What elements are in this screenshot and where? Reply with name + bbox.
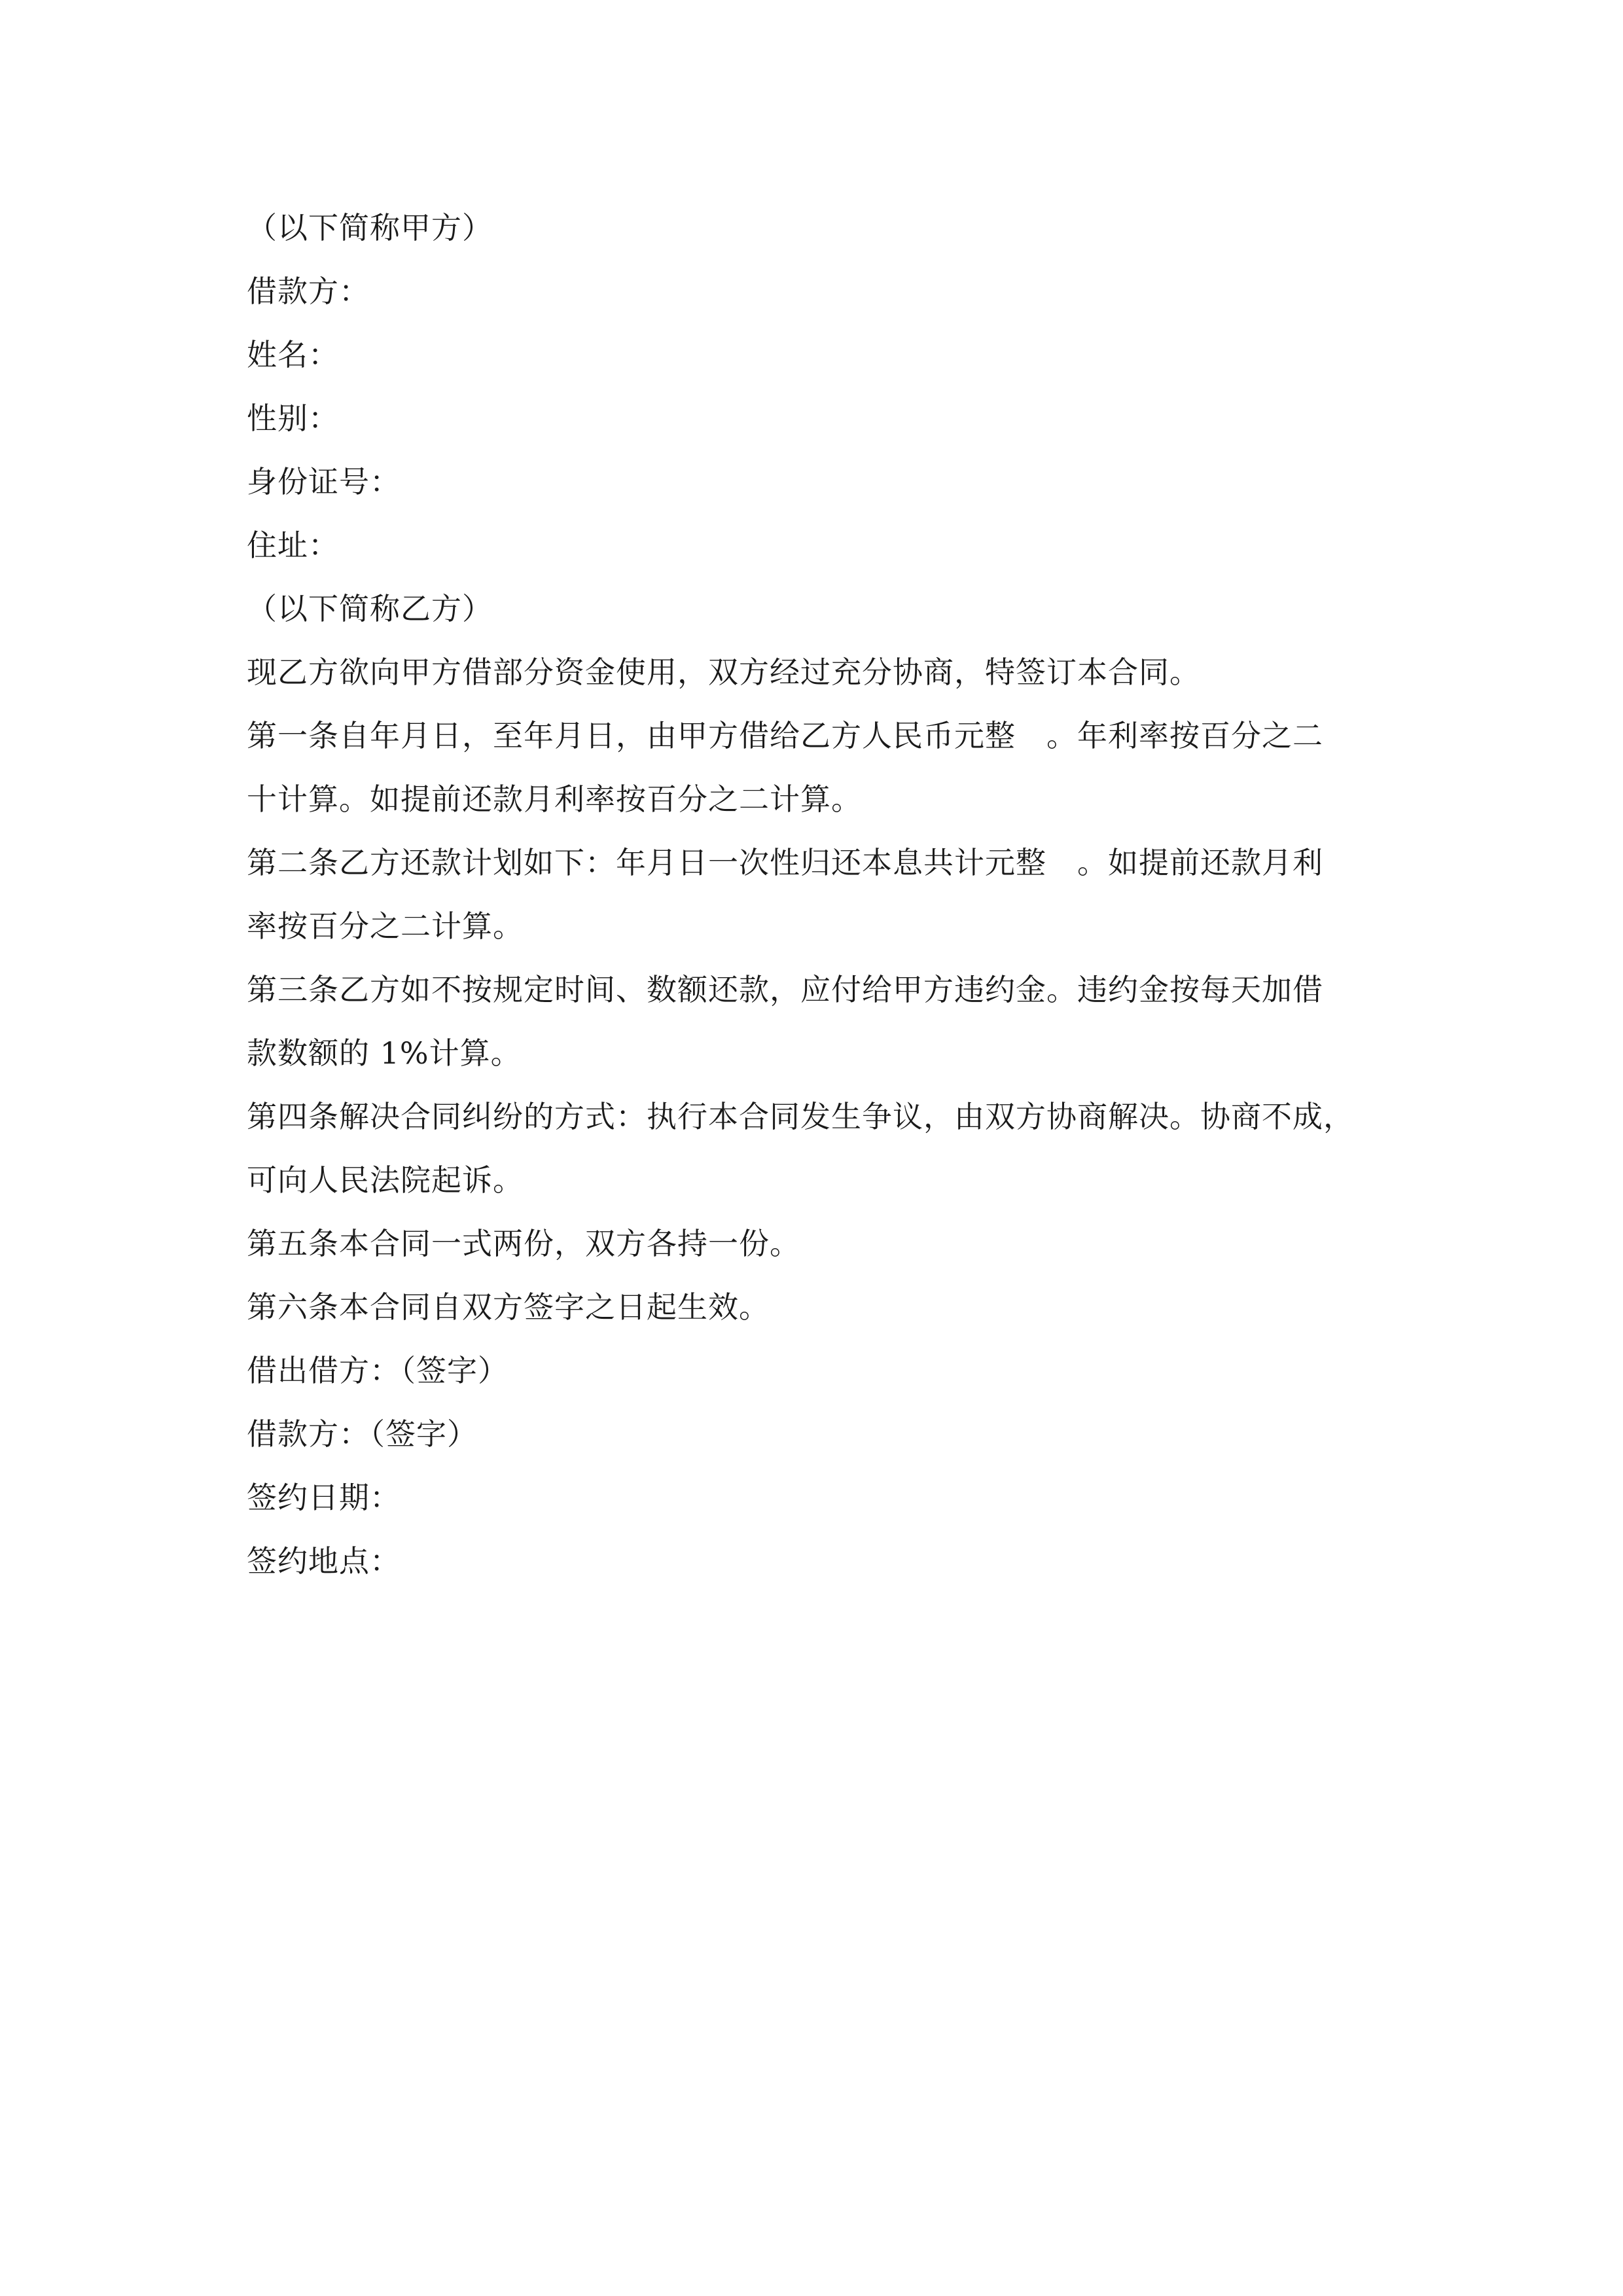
party-b-note: （以下简称乙方） <box>247 591 493 626</box>
article-3-line: 款数额的 1%计算。 <box>247 1035 522 1071</box>
article-1-line: 十计算。如提前还款月利率按百分之二计算。 <box>247 781 862 817</box>
preamble: 现乙方欲向甲方借部分资金使用，双方经过充分协商，特签订本合同。 <box>247 655 1200 690</box>
gender-field-label: 性别： <box>247 401 339 436</box>
borrower-heading: 借款方： <box>247 274 370 309</box>
article-3-line: 第三条乙方如不按规定时间、数额还款，应付给甲方违约金。违约金按每天加借 <box>247 972 1323 1007</box>
article-2-line: 第二条乙方还款计划如下：年月日一次性归还本息共计元整 。如提前还款月利 <box>247 845 1323 880</box>
article-4-line: 可向人民法院起诉。 <box>247 1162 524 1198</box>
signing-date-label: 签约日期： <box>247 1480 401 1515</box>
signing-place-label: 签约地点： <box>247 1543 401 1579</box>
address-field-label: 住址： <box>247 528 339 563</box>
article-4-line: 第四条解决合同纠纷的方式：执行本合同发生争议，由双方协商解决。协商不成， <box>247 1099 1354 1134</box>
article-2-line: 率按百分之二计算。 <box>247 908 524 944</box>
lender-signature-label: 借出借方：（签字） <box>247 1353 508 1388</box>
article-1-line: 第一条自年月日，至年月日，由甲方借给乙方人民币元整 。年利率按百分之二 <box>247 718 1323 753</box>
article-2 <box>247 831 1389 958</box>
id-number-field-label: 身份证号： <box>247 464 401 499</box>
name-field-label: 姓名： <box>247 337 339 372</box>
article-3 <box>247 958 1389 1085</box>
borrower-signature-label: 借款方：（签字） <box>247 1416 478 1452</box>
article-6: 第六条本合同自双方签字之日起生效。 <box>247 1289 770 1325</box>
article-5: 第五条本合同一式两份，双方各持一份。 <box>247 1226 800 1261</box>
party-a-note: （以下简称甲方） <box>247 210 493 245</box>
article-4 <box>247 1085 1389 1212</box>
contract-body <box>247 196 1389 1593</box>
article-1 <box>247 704 1389 831</box>
